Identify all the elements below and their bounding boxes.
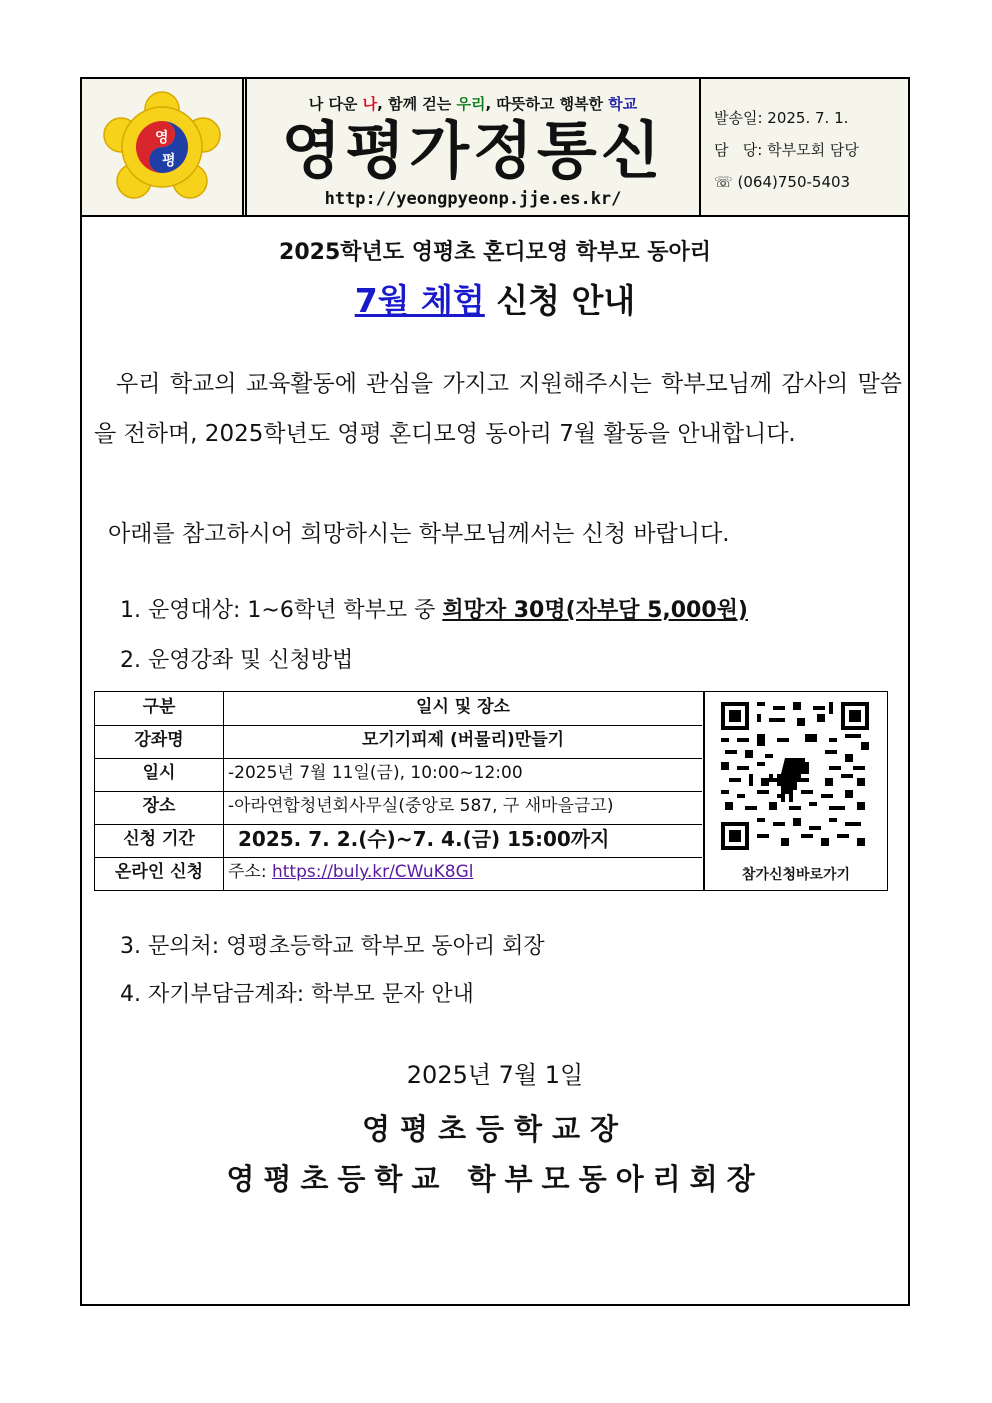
school-url-link[interactable]: http://yeongpyeonp.jje.es.kr/ bbox=[324, 189, 622, 209]
application-link[interactable]: https://buly.kr/CWuK8Gl bbox=[271, 862, 474, 882]
item-1-text: 1. 운영대상: 1~6학년 학부모 중 bbox=[120, 598, 443, 623]
slogan-part: , 함께 걷는 bbox=[377, 95, 457, 113]
manager: 담 당: 학부모회 담당 bbox=[714, 141, 859, 159]
qr-code-icon[interactable] bbox=[721, 702, 869, 850]
logo-char-bottom: 평 bbox=[162, 153, 176, 169]
table-header-label: 구분 bbox=[95, 692, 224, 725]
send-date: 발송일: 2025. 7. 1. bbox=[714, 109, 849, 127]
slogan-part: 나 다운 bbox=[308, 95, 363, 113]
table-cell-label: 일시 bbox=[95, 758, 224, 791]
qr-code-cell bbox=[704, 691, 888, 891]
issue-info-cell bbox=[704, 79, 908, 215]
list-item-account: 4. 자기부담금계좌: 학부모 문자 안내 bbox=[120, 982, 474, 1007]
table-row bbox=[95, 725, 702, 759]
title-cell bbox=[245, 79, 701, 215]
request-paragraph: 아래를 참고하시어 희망하시는 학부모님께서는 신청 바랍니다. bbox=[108, 521, 730, 547]
list-item-target bbox=[120, 593, 748, 624]
table-row bbox=[95, 758, 702, 792]
table-cell-label: 온라인 신청 bbox=[95, 857, 224, 890]
table-row bbox=[95, 824, 702, 858]
sub-heading: 2025학년도 영평초 혼디모영 학부모 동아리 bbox=[279, 240, 711, 265]
table-header-value: 일시 및 장소 bbox=[416, 697, 510, 717]
school-logo-cell bbox=[82, 79, 244, 215]
address-label: 주소: bbox=[228, 862, 272, 882]
table-row bbox=[95, 857, 702, 890]
course-location: -아라연합청년회사무실(중앙로 587, 구 새마을금고) bbox=[228, 796, 614, 816]
table-row bbox=[95, 791, 702, 825]
issue-date: 2025년 7월 1일 bbox=[406, 1061, 584, 1089]
list-item-contact: 3. 문의처: 영평초등학교 학부모 동아리 회장 bbox=[120, 934, 545, 959]
slogan-word-me: 나 bbox=[362, 95, 378, 113]
signer-club-president: 영평초등학교 학부모동아리회장 bbox=[226, 1162, 764, 1196]
item-1-emphasis: 희망자 30명(자부담 5,000원) bbox=[442, 598, 748, 623]
table-cell-label: 신청 기간 bbox=[95, 824, 224, 857]
list-item-course: 2. 운영강좌 및 신청방법 bbox=[120, 648, 354, 673]
slogan-word-school: 학교 bbox=[608, 95, 638, 113]
intro-paragraph: 우리 학교의 교육활동에 관심을 가지고 지원해주시는 학부모님께 감사의 말씀을 전하며, 2025학년도 영평 혼디모영 동아리 7월 활동을 안내합니다. bbox=[94, 371, 902, 447]
table-row bbox=[95, 692, 702, 726]
slogan-part: , 따뜻하고 행복한 bbox=[485, 95, 609, 113]
course-name: 모기기피제 (버물리)만들기 bbox=[361, 730, 565, 750]
school-slogan bbox=[247, 93, 699, 114]
phone-number: ☏ (064)750-5403 bbox=[714, 173, 851, 191]
qr-caption: 참가신청바로가기 bbox=[741, 867, 851, 883]
application-period: 2025. 7. 2.(수)~7. 4.(금) 15:00까지 bbox=[238, 827, 610, 851]
school-emblem-icon bbox=[98, 91, 226, 203]
main-heading-rest: 신청 안내 bbox=[484, 281, 636, 320]
slogan-word-us: 우리 bbox=[456, 95, 486, 113]
newsletter-title: 영평가정통신 bbox=[281, 114, 665, 187]
table-cell-label: 장소 bbox=[95, 791, 224, 824]
logo-char-top: 영 bbox=[155, 130, 169, 146]
newsletter-header bbox=[82, 79, 908, 217]
signer-principal: 영평초등학교장 bbox=[361, 1112, 629, 1146]
table-cell-label: 강좌명 bbox=[95, 725, 224, 758]
online-application bbox=[228, 857, 474, 890]
course-table bbox=[94, 691, 704, 891]
main-heading-highlight: 7월 체험 bbox=[354, 281, 485, 320]
course-datetime: -2025년 7월 11일(금), 10:00~12:00 bbox=[228, 763, 523, 783]
document-frame bbox=[80, 77, 910, 1306]
main-heading bbox=[82, 275, 908, 322]
